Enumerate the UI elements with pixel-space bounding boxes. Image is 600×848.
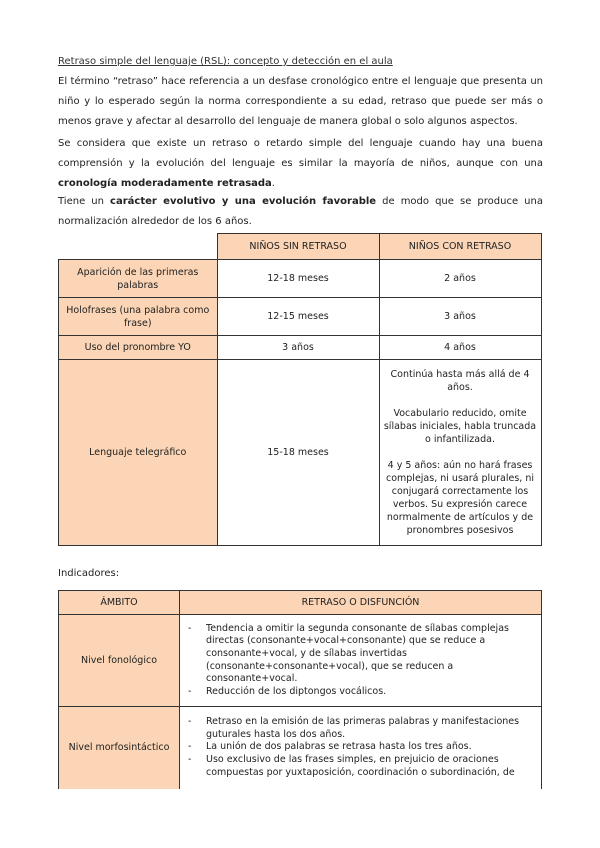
comparison-header-row [59,234,542,260]
cell-con-retraso: 2 años [379,260,541,298]
comparison-header-empty [59,234,218,260]
cell-sin-retraso: 3 años [217,336,379,360]
row-label-primeras-palabras: Aparición de las primeras palabras [59,260,218,298]
cell-fonologico-list [180,615,542,707]
table-row [59,707,542,789]
list-item: - Uso exclusivo de las frases simples, en prejuicio de oraciones compuestas por yuxtaposición, coordinación o subordinación, de [188,754,533,779]
header-ambito: ÁMBITO [59,591,180,615]
list-item: - Retraso en la emisión de las primeras palabras y manifestaciones guturales hasta los dos años. [188,716,533,741]
header-retraso-disfuncion: RETRASO O DISFUNCIÓN [180,591,542,615]
cell-con-retraso: 3 años [379,298,541,336]
cell-con-retraso: 4 años [379,336,541,360]
indicators-header-row [59,591,542,615]
paragraph-evolution-bold: carácter evolutivo y una evolución favorable [110,196,377,207]
list-item: - La unión de dos palabras se retrasa hasta los tres años. [188,741,533,754]
detail-paragraph: Vocabulario reducido, omite sílabas iniciales, habla truncada o infantilizada. [383,408,537,445]
detail-paragraph: 4 y 5 años: aún no hará frases complejas, ni usará plurales, ni conjugará correctamente los verbos. Su expresión carece normalmente de artículos y de pronombres posesivos [385,460,535,536]
paragraph-evolution-end: de modo que se produce una normalización alrededor de los 6 años. [58,196,543,227]
cell-sin-retraso: 12-18 meses [217,260,379,298]
fonologico-list [188,623,533,699]
document-heading: Retraso simple del lenguaje (RSL): concepto y detección en el aula [58,56,393,67]
paragraph-simple-delay-bold: cronología moderadamente retrasada [58,178,272,189]
list-item: - Reducción de los diptongos vocálicos. [188,686,533,699]
paragraph-evolution-start: Tiene un [58,196,111,207]
table-row [59,298,542,336]
indicators-table [58,590,542,789]
table-row [59,336,542,360]
detail-spacer [384,394,537,407]
table-row [59,360,542,546]
cell-morfosintactico-list [180,707,542,789]
detail-paragraph: Continúa hasta más allá de 4 años. [390,369,530,393]
table-row [59,615,542,707]
paragraph-simple-delay-text: Se considera que existe un retraso o retardo simple del lenguaje cuando hay una buena comprensión y la evolución del lenguaje es similar la mayoría de niños, aunque con una [58,138,543,169]
comparison-table [58,233,542,546]
row-label-lenguaje-telegrafico: Lenguaje telegráfico [59,360,218,546]
cell-sin-retraso: 12-15 meses [217,298,379,336]
paragraph-definition: El término “retraso” hace referencia a un desfase cronológico entre el lenguaje que presenta un niño y lo esperado según la norma correspondiente a su edad, retraso que puede ser más o menos grave y afectar al desarrollo del lenguaje de manera global o solo algunos aspectos. [58,76,543,127]
paragraph-simple-delay-end: . [271,178,275,189]
table-row [59,260,542,298]
row-label-nivel-fonologico: Nivel fonológico [59,615,180,707]
morfosintactico-list [188,716,533,779]
header-ninos-con-retraso: NIÑOS CON RETRASO [379,234,541,260]
cell-sin-retraso: 15-18 meses [217,360,379,546]
paragraph-simple-delay [58,134,543,194]
detail-spacer [384,446,537,459]
row-label-pronombre-yo: Uso del pronombre YO [59,336,218,360]
paragraph-evolution [58,192,543,232]
list-item: - Tendencia a omitir la segunda consonante de sílabas complejas directas (consonante+vocal+consonante) que se reduce a consonante+vocal, y de sílabas invertidas (consonante+consonante+vocal), que se reducen a consonante+vocal. [188,623,533,686]
cell-con-retraso-detail [379,360,541,546]
row-label-holofrases: Holofrases (una palabra como frase) [59,298,218,336]
indicators-label: Indicadores: [58,568,120,579]
header-ninos-sin-retraso: NIÑOS SIN RETRASO [217,234,379,260]
row-label-nivel-morfosintactico: Nivel morfosintáctico [59,707,180,789]
